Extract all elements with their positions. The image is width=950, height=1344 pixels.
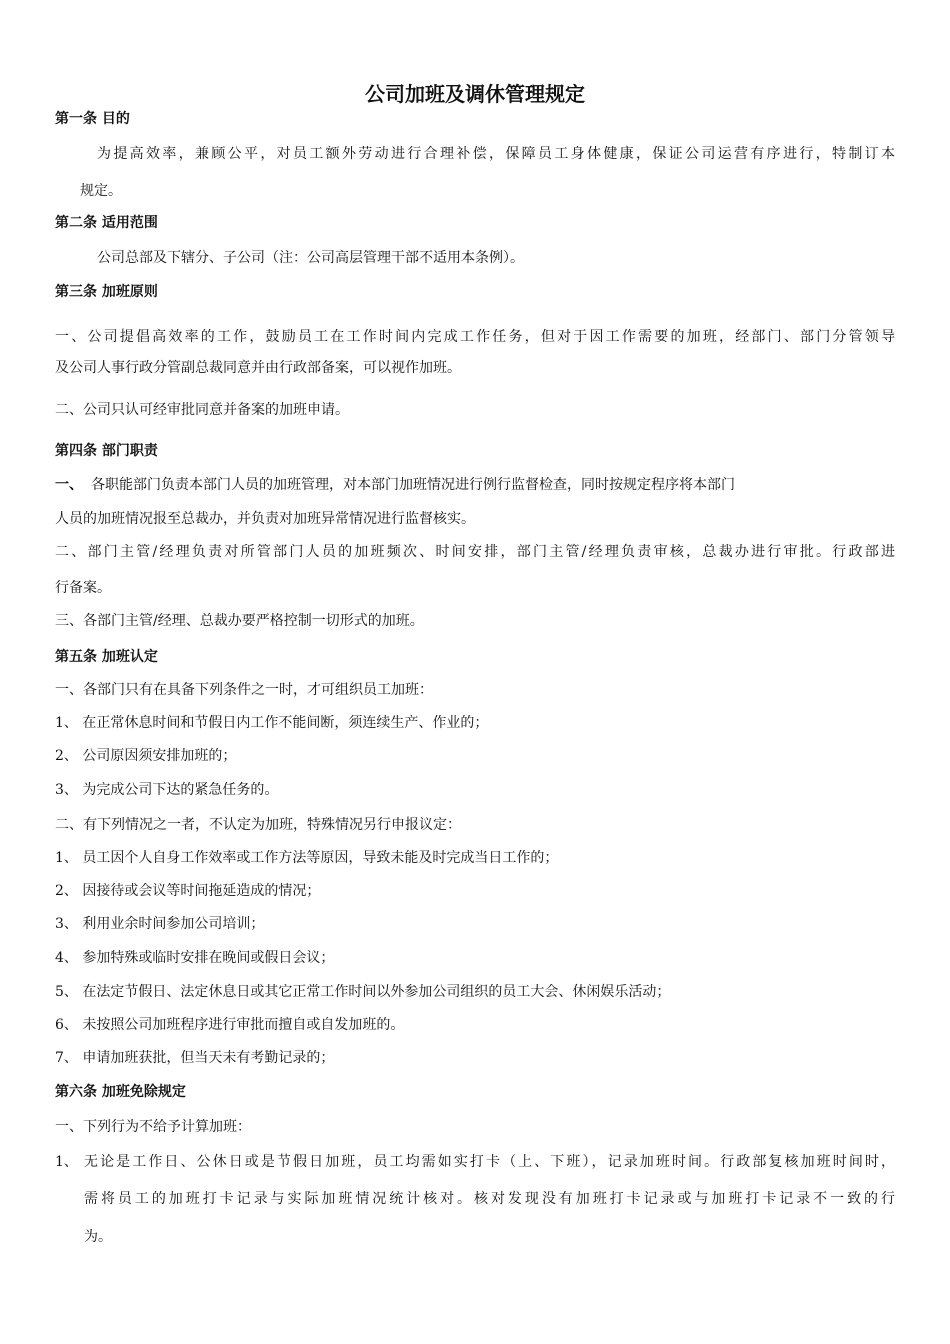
article-3-clause-1-line-2: 及公司人事行政分管副总裁同意并由行政部备案，可以视作加班。 xyxy=(55,360,461,376)
article-6-section-1: 一、下列行为不给予计算加班： xyxy=(55,1119,251,1135)
article-1-text-line-1: 为提高效率，兼顾公平，对员工额外劳动进行合理补偿，保障员工身体健康，保证公司运营有序进行，特制订本 xyxy=(97,146,895,162)
article-2-heading: 第二条 适用范围 xyxy=(55,215,158,231)
article-3-clause-1-line-1: 一、公司提倡高效率的工作，鼓励员工在工作时间内完成工作任务，但对于因工作需要的加班，经部门、部门分管领导 xyxy=(55,329,895,345)
article-4-heading: 第四条 部门职责 xyxy=(55,443,158,459)
list-item: 7、 申请加班获批，但当天未有考勤记录的； xyxy=(55,1050,335,1066)
article-4-clause-1-line-2: 人员的加班情况报至总裁办，并负责对加班异常情况进行监督核实。 xyxy=(55,511,475,527)
article-1-text-line-2: 规定。 xyxy=(80,183,122,199)
article-4-clause-3: 三、各部门主管/经理、总裁办要严格控制一切形式的加班。 xyxy=(55,613,424,629)
list-item: 6、 未按照公司加班程序进行审批而擅自或自发加班的。 xyxy=(55,1017,405,1033)
document-title: 公司加班及调休管理规定 xyxy=(365,82,585,106)
article-4-clause-1-line-1: 各职能部门负责本部门人员的加班管理，对本部门加班情况进行例行监督检查，同时按规定程序将本部门 xyxy=(91,477,735,493)
list-item: 1、 在正常休息时间和节假日内工作不能间断，须连续生产、作业的； xyxy=(55,715,489,731)
article-6-item-1-line-3: 为。 xyxy=(84,1229,112,1245)
article-4-clause-2-line-1: 二、部门主管/经理负责对所管部门人员的加班频次、时间安排，部门主管/经理负责审核，总裁办进行审批。行政部进 xyxy=(55,544,895,560)
list-item: 5、 在法定节假日、法定休息日或其它正常工作时间以外参加公司组织的员工大会、休闲娱乐活动； xyxy=(55,984,671,1000)
article-6-item-1-line-1: 无论是工作日、公休日或是节假日加班，员工均需如实打卡（上、下班），记录加班时间。行政部复核加班时间时， xyxy=(84,1154,895,1170)
list-item: 3、 为完成公司下达的紧急任务的。 xyxy=(55,782,279,798)
article-3-heading: 第三条 加班原则 xyxy=(55,284,158,300)
article-5-heading: 第五条 加班认定 xyxy=(55,649,158,665)
article-3-clause-2: 二、公司只认可经审批同意并备案的加班申请。 xyxy=(55,402,349,418)
list-item: 3、 利用业余时间参加公司培训； xyxy=(55,916,265,932)
article-6-item-1-number: 1、 xyxy=(55,1154,78,1170)
article-2-text: 公司总部及下辖分、子公司（注：公司高层管理干部不适用本条例）。 xyxy=(97,250,524,266)
article-1-heading: 第一条 目的 xyxy=(55,111,130,127)
article-5-section-2: 二、有下列情况之一者，不认定为加班，特殊情况另行申报议定： xyxy=(55,817,461,833)
article-6-heading: 第六条 加班免除规定 xyxy=(55,1084,186,1100)
list-item: 2、 因接待或会议等时间拖延造成的情况； xyxy=(55,883,321,899)
list-item: 1、 员工因个人自身工作效率或工作方法等原因，导致未能及时完成当日工作的； xyxy=(55,850,559,866)
list-item: 4、 参加特殊或临时安排在晚间或假日会议； xyxy=(55,950,335,966)
article-4-clause-1-number: 一、 xyxy=(55,477,83,493)
article-5-section-1: 一、各部门只有在具备下列条件之一时，才可组织员工加班： xyxy=(55,682,433,698)
article-4-clause-2-line-2: 行备案。 xyxy=(55,580,111,596)
article-6-item-1-line-2: 需将员工的加班打卡记录与实际加班情况统计核对。核对发现没有加班打卡记录或与加班打卡记录不一致的行 xyxy=(84,1191,895,1207)
list-item: 2、 公司原因须安排加班的； xyxy=(55,748,237,764)
